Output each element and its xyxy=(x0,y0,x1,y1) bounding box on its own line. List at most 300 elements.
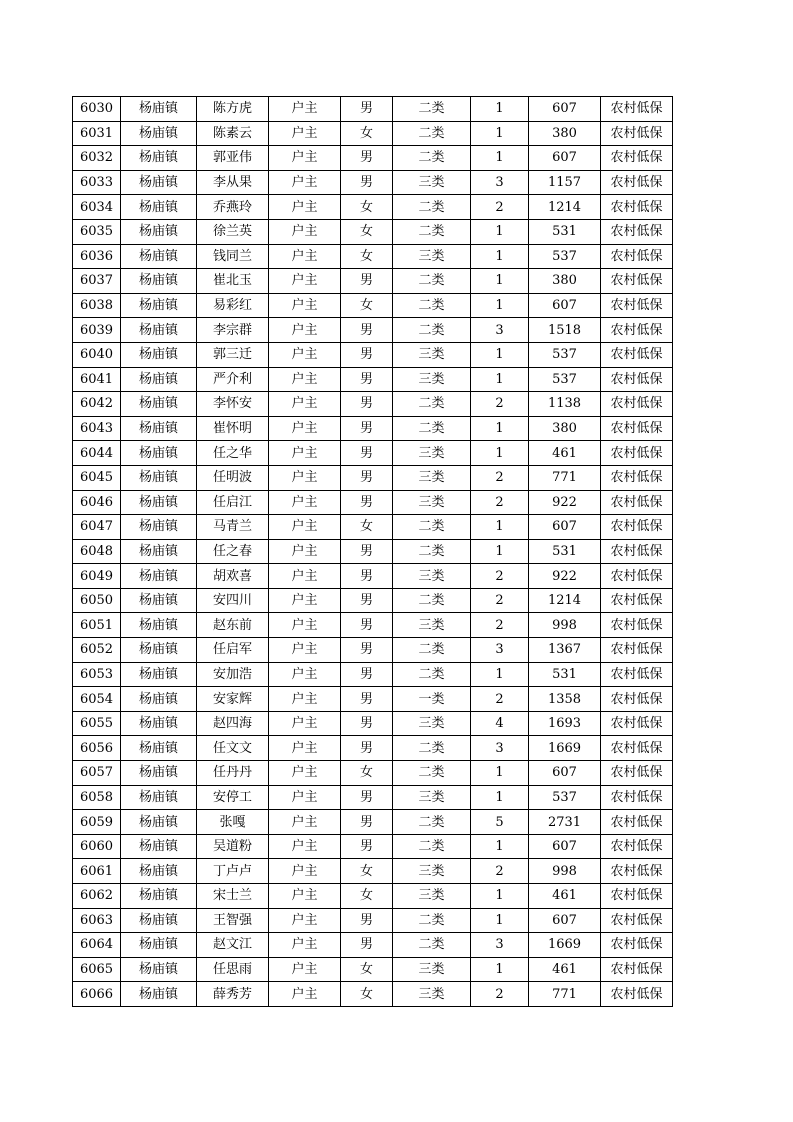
name-cell: 安家辉 xyxy=(197,687,269,712)
serial-number-cell: 6055 xyxy=(73,711,121,736)
category-cell: 二类 xyxy=(393,146,471,171)
gender-cell: 女 xyxy=(341,884,393,909)
aid-type-cell: 农村低保 xyxy=(601,416,673,441)
aid-type-cell: 农村低保 xyxy=(601,195,673,220)
amount-cell: 537 xyxy=(529,367,601,392)
serial-number-cell: 6063 xyxy=(73,908,121,933)
category-cell: 二类 xyxy=(393,761,471,786)
household-count-cell: 2 xyxy=(471,564,529,589)
category-cell: 三类 xyxy=(393,465,471,490)
category-cell: 二类 xyxy=(393,539,471,564)
serial-number-cell: 6032 xyxy=(73,146,121,171)
town-cell: 杨庙镇 xyxy=(121,588,197,613)
household-count-cell: 3 xyxy=(471,638,529,663)
household-count-cell: 1 xyxy=(471,785,529,810)
town-cell: 杨庙镇 xyxy=(121,908,197,933)
table-row xyxy=(73,564,673,589)
household-count-cell: 1 xyxy=(471,539,529,564)
amount-cell: 998 xyxy=(529,859,601,884)
serial-number-cell: 6064 xyxy=(73,933,121,958)
relation-cell: 户主 xyxy=(269,564,341,589)
town-cell: 杨庙镇 xyxy=(121,933,197,958)
table-row xyxy=(73,170,673,195)
household-count-cell: 1 xyxy=(471,293,529,318)
town-cell: 杨庙镇 xyxy=(121,761,197,786)
gender-cell: 男 xyxy=(341,416,393,441)
category-cell: 二类 xyxy=(393,121,471,146)
aid-type-cell: 农村低保 xyxy=(601,441,673,466)
amount-cell: 2731 xyxy=(529,810,601,835)
serial-number-cell: 6036 xyxy=(73,244,121,269)
name-cell: 徐兰英 xyxy=(197,219,269,244)
relation-cell: 户主 xyxy=(269,982,341,1007)
table-row xyxy=(73,957,673,982)
town-cell: 杨庙镇 xyxy=(121,121,197,146)
category-cell: 二类 xyxy=(393,736,471,761)
category-cell: 三类 xyxy=(393,613,471,638)
category-cell: 二类 xyxy=(393,638,471,663)
table-row xyxy=(73,97,673,122)
relation-cell: 户主 xyxy=(269,638,341,663)
amount-cell: 607 xyxy=(529,834,601,859)
name-cell: 任丹丹 xyxy=(197,761,269,786)
name-cell: 丁卢卢 xyxy=(197,859,269,884)
town-cell: 杨庙镇 xyxy=(121,982,197,1007)
relation-cell: 户主 xyxy=(269,933,341,958)
category-cell: 二类 xyxy=(393,219,471,244)
category-cell: 二类 xyxy=(393,97,471,122)
household-count-cell: 1 xyxy=(471,957,529,982)
name-cell: 王智强 xyxy=(197,908,269,933)
gender-cell: 女 xyxy=(341,982,393,1007)
town-cell: 杨庙镇 xyxy=(121,269,197,294)
serial-number-cell: 6039 xyxy=(73,318,121,343)
aid-type-cell: 农村低保 xyxy=(601,687,673,712)
table-row xyxy=(73,711,673,736)
name-cell: 安四川 xyxy=(197,588,269,613)
category-cell: 二类 xyxy=(393,834,471,859)
name-cell: 郭三迁 xyxy=(197,342,269,367)
household-count-cell: 1 xyxy=(471,121,529,146)
town-cell: 杨庙镇 xyxy=(121,859,197,884)
gender-cell: 男 xyxy=(341,687,393,712)
name-cell: 任启军 xyxy=(197,638,269,663)
table-row xyxy=(73,490,673,515)
name-cell: 张嘎 xyxy=(197,810,269,835)
aid-type-cell: 农村低保 xyxy=(601,465,673,490)
aid-type-cell: 农村低保 xyxy=(601,908,673,933)
town-cell: 杨庙镇 xyxy=(121,564,197,589)
relation-cell: 户主 xyxy=(269,392,341,417)
name-cell: 郭亚伟 xyxy=(197,146,269,171)
serial-number-cell: 6052 xyxy=(73,638,121,663)
serial-number-cell: 6050 xyxy=(73,588,121,613)
household-count-cell: 2 xyxy=(471,613,529,638)
town-cell: 杨庙镇 xyxy=(121,711,197,736)
amount-cell: 771 xyxy=(529,465,601,490)
household-count-cell: 1 xyxy=(471,97,529,122)
category-cell: 三类 xyxy=(393,441,471,466)
gender-cell: 男 xyxy=(341,441,393,466)
table-row xyxy=(73,367,673,392)
name-cell: 赵文江 xyxy=(197,933,269,958)
category-cell: 二类 xyxy=(393,318,471,343)
aid-type-cell: 农村低保 xyxy=(601,638,673,663)
serial-number-cell: 6058 xyxy=(73,785,121,810)
amount-cell: 607 xyxy=(529,515,601,540)
aid-type-cell: 农村低保 xyxy=(601,859,673,884)
amount-cell: 607 xyxy=(529,146,601,171)
aid-type-cell: 农村低保 xyxy=(601,982,673,1007)
category-cell: 二类 xyxy=(393,416,471,441)
table-row xyxy=(73,244,673,269)
amount-cell: 537 xyxy=(529,342,601,367)
amount-cell: 537 xyxy=(529,244,601,269)
table-row xyxy=(73,982,673,1007)
serial-number-cell: 6030 xyxy=(73,97,121,122)
table-row xyxy=(73,441,673,466)
serial-number-cell: 6062 xyxy=(73,884,121,909)
relation-cell: 户主 xyxy=(269,318,341,343)
category-cell: 二类 xyxy=(393,195,471,220)
amount-cell: 607 xyxy=(529,293,601,318)
aid-type-cell: 农村低保 xyxy=(601,785,673,810)
aid-type-cell: 农村低保 xyxy=(601,170,673,195)
household-count-cell: 2 xyxy=(471,982,529,1007)
household-count-cell: 1 xyxy=(471,416,529,441)
name-cell: 崔北玉 xyxy=(197,269,269,294)
gender-cell: 女 xyxy=(341,244,393,269)
amount-cell: 531 xyxy=(529,662,601,687)
household-count-cell: 3 xyxy=(471,170,529,195)
name-cell: 安停工 xyxy=(197,785,269,810)
household-count-cell: 2 xyxy=(471,588,529,613)
gender-cell: 男 xyxy=(341,908,393,933)
serial-number-cell: 6040 xyxy=(73,342,121,367)
serial-number-cell: 6049 xyxy=(73,564,121,589)
serial-number-cell: 6059 xyxy=(73,810,121,835)
household-count-cell: 2 xyxy=(471,859,529,884)
gender-cell: 女 xyxy=(341,219,393,244)
serial-number-cell: 6045 xyxy=(73,465,121,490)
category-cell: 三类 xyxy=(393,564,471,589)
aid-type-cell: 农村低保 xyxy=(601,711,673,736)
serial-number-cell: 6060 xyxy=(73,834,121,859)
table-row xyxy=(73,613,673,638)
table-row xyxy=(73,342,673,367)
amount-cell: 771 xyxy=(529,982,601,1007)
table-row xyxy=(73,810,673,835)
relation-cell: 户主 xyxy=(269,146,341,171)
gender-cell: 男 xyxy=(341,588,393,613)
name-cell: 严介利 xyxy=(197,367,269,392)
gender-cell: 男 xyxy=(341,146,393,171)
town-cell: 杨庙镇 xyxy=(121,810,197,835)
category-cell: 三类 xyxy=(393,982,471,1007)
household-count-cell: 1 xyxy=(471,441,529,466)
relation-cell: 户主 xyxy=(269,588,341,613)
name-cell: 任思雨 xyxy=(197,957,269,982)
name-cell: 任启江 xyxy=(197,490,269,515)
amount-cell: 1214 xyxy=(529,588,601,613)
name-cell: 李怀安 xyxy=(197,392,269,417)
gender-cell: 男 xyxy=(341,342,393,367)
table-row xyxy=(73,933,673,958)
roster-table xyxy=(72,96,673,1007)
household-count-cell: 4 xyxy=(471,711,529,736)
serial-number-cell: 6034 xyxy=(73,195,121,220)
aid-type-cell: 农村低保 xyxy=(601,613,673,638)
serial-number-cell: 6035 xyxy=(73,219,121,244)
town-cell: 杨庙镇 xyxy=(121,392,197,417)
serial-number-cell: 6044 xyxy=(73,441,121,466)
aid-type-cell: 农村低保 xyxy=(601,269,673,294)
household-count-cell: 2 xyxy=(471,392,529,417)
table-row xyxy=(73,908,673,933)
serial-number-cell: 6053 xyxy=(73,662,121,687)
gender-cell: 女 xyxy=(341,293,393,318)
town-cell: 杨庙镇 xyxy=(121,367,197,392)
name-cell: 任之华 xyxy=(197,441,269,466)
gender-cell: 男 xyxy=(341,613,393,638)
category-cell: 三类 xyxy=(393,957,471,982)
relation-cell: 户主 xyxy=(269,195,341,220)
gender-cell: 男 xyxy=(341,490,393,515)
gender-cell: 男 xyxy=(341,170,393,195)
town-cell: 杨庙镇 xyxy=(121,736,197,761)
town-cell: 杨庙镇 xyxy=(121,342,197,367)
serial-number-cell: 6066 xyxy=(73,982,121,1007)
household-count-cell: 1 xyxy=(471,761,529,786)
amount-cell: 461 xyxy=(529,441,601,466)
town-cell: 杨庙镇 xyxy=(121,97,197,122)
category-cell: 二类 xyxy=(393,810,471,835)
household-count-cell: 5 xyxy=(471,810,529,835)
town-cell: 杨庙镇 xyxy=(121,441,197,466)
category-cell: 二类 xyxy=(393,392,471,417)
gender-cell: 男 xyxy=(341,662,393,687)
amount-cell: 531 xyxy=(529,219,601,244)
aid-type-cell: 农村低保 xyxy=(601,342,673,367)
household-count-cell: 1 xyxy=(471,662,529,687)
serial-number-cell: 6048 xyxy=(73,539,121,564)
name-cell: 易彩红 xyxy=(197,293,269,318)
name-cell: 乔燕玲 xyxy=(197,195,269,220)
table-row xyxy=(73,318,673,343)
town-cell: 杨庙镇 xyxy=(121,884,197,909)
serial-number-cell: 6046 xyxy=(73,490,121,515)
serial-number-cell: 6047 xyxy=(73,515,121,540)
aid-type-cell: 农村低保 xyxy=(601,957,673,982)
household-count-cell: 2 xyxy=(471,465,529,490)
town-cell: 杨庙镇 xyxy=(121,687,197,712)
relation-cell: 户主 xyxy=(269,441,341,466)
gender-cell: 男 xyxy=(341,834,393,859)
relation-cell: 户主 xyxy=(269,269,341,294)
serial-number-cell: 6043 xyxy=(73,416,121,441)
relation-cell: 户主 xyxy=(269,342,341,367)
table-row xyxy=(73,392,673,417)
household-count-cell: 1 xyxy=(471,515,529,540)
town-cell: 杨庙镇 xyxy=(121,613,197,638)
town-cell: 杨庙镇 xyxy=(121,785,197,810)
aid-type-cell: 农村低保 xyxy=(601,244,673,269)
serial-number-cell: 6031 xyxy=(73,121,121,146)
aid-type-cell: 农村低保 xyxy=(601,293,673,318)
gender-cell: 男 xyxy=(341,318,393,343)
gender-cell: 男 xyxy=(341,638,393,663)
gender-cell: 男 xyxy=(341,736,393,761)
table-row xyxy=(73,761,673,786)
relation-cell: 户主 xyxy=(269,539,341,564)
household-count-cell: 1 xyxy=(471,908,529,933)
serial-number-cell: 6042 xyxy=(73,392,121,417)
gender-cell: 男 xyxy=(341,810,393,835)
serial-number-cell: 6054 xyxy=(73,687,121,712)
aid-type-cell: 农村低保 xyxy=(601,564,673,589)
amount-cell: 380 xyxy=(529,269,601,294)
table-row xyxy=(73,687,673,712)
relation-cell: 户主 xyxy=(269,97,341,122)
gender-cell: 女 xyxy=(341,121,393,146)
name-cell: 薛秀芳 xyxy=(197,982,269,1007)
amount-cell: 1138 xyxy=(529,392,601,417)
household-count-cell: 3 xyxy=(471,933,529,958)
aid-type-cell: 农村低保 xyxy=(601,539,673,564)
aid-type-cell: 农村低保 xyxy=(601,933,673,958)
town-cell: 杨庙镇 xyxy=(121,834,197,859)
category-cell: 二类 xyxy=(393,588,471,613)
amount-cell: 1214 xyxy=(529,195,601,220)
relation-cell: 户主 xyxy=(269,367,341,392)
table-row xyxy=(73,859,673,884)
amount-cell: 607 xyxy=(529,908,601,933)
serial-number-cell: 6038 xyxy=(73,293,121,318)
name-cell: 马青兰 xyxy=(197,515,269,540)
table-row xyxy=(73,638,673,663)
amount-cell: 607 xyxy=(529,761,601,786)
aid-type-cell: 农村低保 xyxy=(601,367,673,392)
serial-number-cell: 6056 xyxy=(73,736,121,761)
amount-cell: 922 xyxy=(529,490,601,515)
amount-cell: 1669 xyxy=(529,736,601,761)
aid-type-cell: 农村低保 xyxy=(601,490,673,515)
relation-cell: 户主 xyxy=(269,293,341,318)
gender-cell: 女 xyxy=(341,515,393,540)
aid-type-cell: 农村低保 xyxy=(601,318,673,343)
town-cell: 杨庙镇 xyxy=(121,170,197,195)
name-cell: 钱同兰 xyxy=(197,244,269,269)
name-cell: 宋士兰 xyxy=(197,884,269,909)
household-count-cell: 1 xyxy=(471,269,529,294)
relation-cell: 户主 xyxy=(269,859,341,884)
aid-type-cell: 农村低保 xyxy=(601,392,673,417)
serial-number-cell: 6061 xyxy=(73,859,121,884)
amount-cell: 1367 xyxy=(529,638,601,663)
name-cell: 安加浩 xyxy=(197,662,269,687)
relation-cell: 户主 xyxy=(269,810,341,835)
gender-cell: 男 xyxy=(341,933,393,958)
town-cell: 杨庙镇 xyxy=(121,957,197,982)
aid-type-cell: 农村低保 xyxy=(601,97,673,122)
aid-type-cell: 农村低保 xyxy=(601,146,673,171)
category-cell: 二类 xyxy=(393,515,471,540)
name-cell: 陈素云 xyxy=(197,121,269,146)
amount-cell: 380 xyxy=(529,416,601,441)
roster-body xyxy=(73,97,673,1007)
amount-cell: 922 xyxy=(529,564,601,589)
gender-cell: 男 xyxy=(341,539,393,564)
gender-cell: 男 xyxy=(341,269,393,294)
category-cell: 二类 xyxy=(393,662,471,687)
serial-number-cell: 6041 xyxy=(73,367,121,392)
aid-type-cell: 农村低保 xyxy=(601,834,673,859)
name-cell: 任文文 xyxy=(197,736,269,761)
household-count-cell: 3 xyxy=(471,318,529,343)
household-count-cell: 1 xyxy=(471,884,529,909)
relation-cell: 户主 xyxy=(269,736,341,761)
table-row xyxy=(73,785,673,810)
name-cell: 赵东前 xyxy=(197,613,269,638)
amount-cell: 607 xyxy=(529,97,601,122)
amount-cell: 1669 xyxy=(529,933,601,958)
amount-cell: 1157 xyxy=(529,170,601,195)
relation-cell: 户主 xyxy=(269,613,341,638)
gender-cell: 女 xyxy=(341,195,393,220)
table-row xyxy=(73,834,673,859)
category-cell: 三类 xyxy=(393,711,471,736)
town-cell: 杨庙镇 xyxy=(121,244,197,269)
amount-cell: 461 xyxy=(529,957,601,982)
serial-number-cell: 6057 xyxy=(73,761,121,786)
relation-cell: 户主 xyxy=(269,834,341,859)
town-cell: 杨庙镇 xyxy=(121,638,197,663)
table-row xyxy=(73,588,673,613)
table-row xyxy=(73,884,673,909)
relation-cell: 户主 xyxy=(269,170,341,195)
town-cell: 杨庙镇 xyxy=(121,416,197,441)
name-cell: 赵四海 xyxy=(197,711,269,736)
aid-type-cell: 农村低保 xyxy=(601,810,673,835)
gender-cell: 女 xyxy=(341,957,393,982)
amount-cell: 461 xyxy=(529,884,601,909)
relation-cell: 户主 xyxy=(269,662,341,687)
category-cell: 二类 xyxy=(393,933,471,958)
household-count-cell: 1 xyxy=(471,834,529,859)
serial-number-cell: 6065 xyxy=(73,957,121,982)
table-row xyxy=(73,416,673,441)
town-cell: 杨庙镇 xyxy=(121,465,197,490)
gender-cell: 男 xyxy=(341,367,393,392)
table-row xyxy=(73,219,673,244)
name-cell: 陈方虎 xyxy=(197,97,269,122)
table-row xyxy=(73,515,673,540)
gender-cell: 男 xyxy=(341,392,393,417)
serial-number-cell: 6051 xyxy=(73,613,121,638)
town-cell: 杨庙镇 xyxy=(121,539,197,564)
category-cell: 三类 xyxy=(393,342,471,367)
table-row xyxy=(73,465,673,490)
category-cell: 三类 xyxy=(393,244,471,269)
serial-number-cell: 6033 xyxy=(73,170,121,195)
aid-type-cell: 农村低保 xyxy=(601,884,673,909)
town-cell: 杨庙镇 xyxy=(121,146,197,171)
category-cell: 二类 xyxy=(393,908,471,933)
town-cell: 杨庙镇 xyxy=(121,515,197,540)
household-count-cell: 1 xyxy=(471,146,529,171)
town-cell: 杨庙镇 xyxy=(121,318,197,343)
relation-cell: 户主 xyxy=(269,687,341,712)
